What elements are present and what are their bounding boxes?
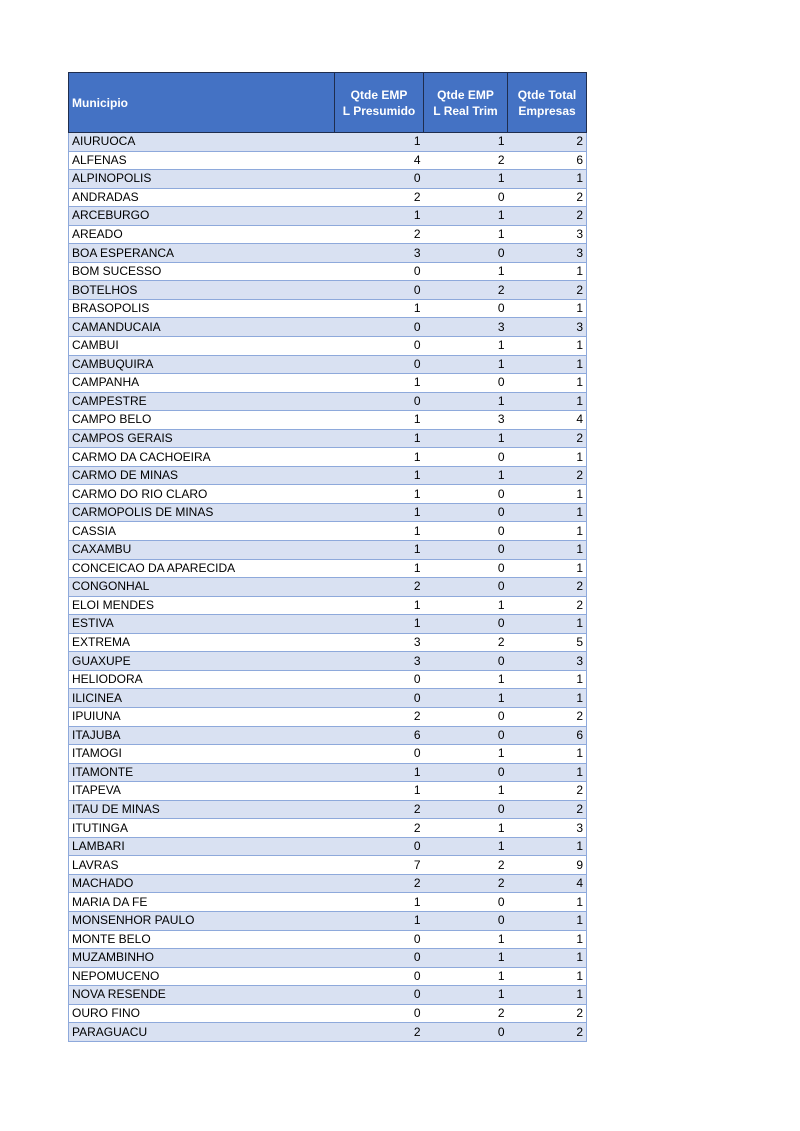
table-row bbox=[69, 596, 587, 615]
cell-total: 3 bbox=[508, 819, 587, 838]
table-row bbox=[69, 188, 587, 207]
cell-l-real-trim: 1 bbox=[424, 262, 508, 281]
cell-municipio: MACHADO bbox=[69, 874, 335, 893]
cell-total: 6 bbox=[508, 151, 587, 170]
cell-total: 1 bbox=[508, 689, 587, 708]
cell-total: 1 bbox=[508, 392, 587, 411]
cell-l-real-trim: 1 bbox=[424, 782, 508, 801]
cell-municipio: MONSENHOR PAULO bbox=[69, 911, 335, 930]
cell-l-real-trim: 0 bbox=[424, 485, 508, 504]
cell-total: 1 bbox=[508, 485, 587, 504]
cell-l-presumido: 0 bbox=[335, 337, 424, 356]
cell-total: 1 bbox=[508, 930, 587, 949]
table-row bbox=[69, 281, 587, 300]
cell-l-real-trim: 0 bbox=[424, 541, 508, 560]
cell-total: 1 bbox=[508, 763, 587, 782]
cell-total: 1 bbox=[508, 967, 587, 986]
table-row bbox=[69, 652, 587, 671]
cell-municipio: ELOI MENDES bbox=[69, 596, 335, 615]
table-row bbox=[69, 448, 587, 467]
cell-l-presumido: 3 bbox=[335, 244, 424, 263]
cell-municipio: ITAJUBA bbox=[69, 726, 335, 745]
cell-total: 4 bbox=[508, 411, 587, 430]
cell-l-presumido: 2 bbox=[335, 1023, 424, 1042]
cell-total: 1 bbox=[508, 745, 587, 764]
cell-l-real-trim: 1 bbox=[424, 392, 508, 411]
cell-municipio: CAMPANHA bbox=[69, 374, 335, 393]
table-row bbox=[69, 170, 587, 189]
table-row bbox=[69, 244, 587, 263]
table-row bbox=[69, 930, 587, 949]
cell-l-presumido: 0 bbox=[335, 689, 424, 708]
cell-l-real-trim: 0 bbox=[424, 448, 508, 467]
cell-l-real-trim: 2 bbox=[424, 856, 508, 875]
cell-total: 1 bbox=[508, 170, 587, 189]
cell-total: 1 bbox=[508, 522, 587, 541]
cell-l-real-trim: 0 bbox=[424, 559, 508, 578]
table-row bbox=[69, 503, 587, 522]
cell-municipio: MARIA DA FE bbox=[69, 893, 335, 912]
cell-municipio: BRASOPOLIS bbox=[69, 299, 335, 318]
table-row bbox=[69, 1023, 587, 1042]
header-municipio: Municipio bbox=[69, 73, 335, 133]
cell-l-real-trim: 0 bbox=[424, 374, 508, 393]
cell-l-real-trim: 1 bbox=[424, 930, 508, 949]
table-row bbox=[69, 745, 587, 764]
table-row bbox=[69, 800, 587, 819]
table-row bbox=[69, 633, 587, 652]
cell-total: 2 bbox=[508, 800, 587, 819]
cell-municipio: MONTE BELO bbox=[69, 930, 335, 949]
cell-total: 5 bbox=[508, 633, 587, 652]
table-row bbox=[69, 689, 587, 708]
cell-municipio: NEPOMUCENO bbox=[69, 967, 335, 986]
cell-total: 1 bbox=[508, 670, 587, 689]
cell-l-real-trim: 0 bbox=[424, 188, 508, 207]
cell-municipio: ITAU DE MINAS bbox=[69, 800, 335, 819]
cell-total: 2 bbox=[508, 207, 587, 226]
cell-l-presumido: 4 bbox=[335, 151, 424, 170]
table-row bbox=[69, 874, 587, 893]
cell-l-real-trim: 2 bbox=[424, 874, 508, 893]
cell-municipio: MUZAMBINHO bbox=[69, 949, 335, 968]
table-row bbox=[69, 429, 587, 448]
table-row bbox=[69, 670, 587, 689]
cell-l-presumido: 0 bbox=[335, 949, 424, 968]
cell-total: 1 bbox=[508, 986, 587, 1005]
cell-municipio: ITAPEVA bbox=[69, 782, 335, 801]
cell-total: 1 bbox=[508, 374, 587, 393]
table-row bbox=[69, 763, 587, 782]
cell-total: 1 bbox=[508, 337, 587, 356]
cell-municipio: ITAMOGI bbox=[69, 745, 335, 764]
cell-total: 1 bbox=[508, 893, 587, 912]
header-qtde-total-empresas: Qtde Total Empresas bbox=[508, 73, 587, 133]
cell-total: 9 bbox=[508, 856, 587, 875]
table-row bbox=[69, 819, 587, 838]
cell-l-presumido: 0 bbox=[335, 986, 424, 1005]
cell-municipio: CARMOPOLIS DE MINAS bbox=[69, 503, 335, 522]
cell-l-presumido: 0 bbox=[335, 318, 424, 337]
cell-l-presumido: 0 bbox=[335, 745, 424, 764]
spreadsheet-page bbox=[68, 72, 586, 1042]
cell-municipio: CAMANDUCAIA bbox=[69, 318, 335, 337]
cell-municipio: ITUTINGA bbox=[69, 819, 335, 838]
cell-total: 3 bbox=[508, 244, 587, 263]
cell-total: 2 bbox=[508, 1023, 587, 1042]
cell-municipio: CONCEICAO DA APARECIDA bbox=[69, 559, 335, 578]
cell-l-presumido: 3 bbox=[335, 633, 424, 652]
cell-total: 3 bbox=[508, 318, 587, 337]
cell-total: 1 bbox=[508, 949, 587, 968]
cell-municipio: BOTELHOS bbox=[69, 281, 335, 300]
table-row bbox=[69, 726, 587, 745]
cell-l-presumido: 0 bbox=[335, 837, 424, 856]
cell-l-presumido: 1 bbox=[335, 466, 424, 485]
cell-l-real-trim: 0 bbox=[424, 299, 508, 318]
cell-l-presumido: 2 bbox=[335, 819, 424, 838]
cell-municipio: IPUIUNA bbox=[69, 707, 335, 726]
header-qtde-emp-l-presumido: Qtde EMP L Presumido bbox=[335, 73, 424, 133]
cell-l-real-trim: 1 bbox=[424, 133, 508, 152]
table-row bbox=[69, 522, 587, 541]
cell-l-real-trim: 1 bbox=[424, 596, 508, 615]
cell-total: 2 bbox=[508, 596, 587, 615]
cell-l-presumido: 1 bbox=[335, 559, 424, 578]
cell-l-presumido: 1 bbox=[335, 763, 424, 782]
cell-l-presumido: 1 bbox=[335, 485, 424, 504]
cell-l-presumido: 1 bbox=[335, 782, 424, 801]
table-row bbox=[69, 262, 587, 281]
cell-l-real-trim: 1 bbox=[424, 837, 508, 856]
cell-l-presumido: 2 bbox=[335, 707, 424, 726]
cell-municipio: ITAMONTE bbox=[69, 763, 335, 782]
cell-l-real-trim: 1 bbox=[424, 967, 508, 986]
cell-total: 2 bbox=[508, 281, 587, 300]
cell-l-real-trim: 1 bbox=[424, 689, 508, 708]
cell-l-presumido: 0 bbox=[335, 670, 424, 689]
cell-total: 1 bbox=[508, 299, 587, 318]
cell-l-real-trim: 1 bbox=[424, 170, 508, 189]
cell-l-presumido: 1 bbox=[335, 911, 424, 930]
cell-l-real-trim: 0 bbox=[424, 893, 508, 912]
table-row bbox=[69, 559, 587, 578]
cell-l-presumido: 0 bbox=[335, 355, 424, 374]
cell-l-presumido: 0 bbox=[335, 281, 424, 300]
cell-l-presumido: 1 bbox=[335, 615, 424, 634]
cell-total: 2 bbox=[508, 782, 587, 801]
cell-municipio: GUAXUPE bbox=[69, 652, 335, 671]
table-row bbox=[69, 133, 587, 152]
cell-l-real-trim: 0 bbox=[424, 763, 508, 782]
cell-municipio: CAMPO BELO bbox=[69, 411, 335, 430]
cell-l-presumido: 0 bbox=[335, 170, 424, 189]
cell-municipio: ALPINOPOLIS bbox=[69, 170, 335, 189]
table-row bbox=[69, 782, 587, 801]
cell-l-real-trim: 1 bbox=[424, 670, 508, 689]
cell-total: 1 bbox=[508, 541, 587, 560]
table-row bbox=[69, 911, 587, 930]
cell-total: 3 bbox=[508, 225, 587, 244]
cell-municipio: CARMO DA CACHOEIRA bbox=[69, 448, 335, 467]
cell-municipio: CONGONHAL bbox=[69, 578, 335, 597]
cell-total: 2 bbox=[508, 429, 587, 448]
table-row bbox=[69, 466, 587, 485]
table-row bbox=[69, 856, 587, 875]
cell-municipio: PARAGUACU bbox=[69, 1023, 335, 1042]
cell-l-real-trim: 2 bbox=[424, 281, 508, 300]
cell-l-real-trim: 0 bbox=[424, 1023, 508, 1042]
cell-l-presumido: 0 bbox=[335, 967, 424, 986]
cell-l-real-trim: 0 bbox=[424, 522, 508, 541]
cell-total: 2 bbox=[508, 578, 587, 597]
cell-l-presumido: 2 bbox=[335, 578, 424, 597]
cell-l-real-trim: 2 bbox=[424, 1004, 508, 1023]
cell-l-presumido: 1 bbox=[335, 411, 424, 430]
cell-total: 2 bbox=[508, 133, 587, 152]
table-row bbox=[69, 374, 587, 393]
cell-l-presumido: 2 bbox=[335, 874, 424, 893]
cell-l-real-trim: 1 bbox=[424, 429, 508, 448]
cell-l-real-trim: 1 bbox=[424, 225, 508, 244]
cell-l-real-trim: 2 bbox=[424, 151, 508, 170]
table-row bbox=[69, 578, 587, 597]
cell-municipio: BOA ESPERANCA bbox=[69, 244, 335, 263]
cell-l-real-trim: 3 bbox=[424, 411, 508, 430]
cell-l-presumido: 1 bbox=[335, 374, 424, 393]
table-row bbox=[69, 986, 587, 1005]
cell-l-real-trim: 3 bbox=[424, 318, 508, 337]
cell-municipio: LAVRAS bbox=[69, 856, 335, 875]
cell-municipio: BOM SUCESSO bbox=[69, 262, 335, 281]
cell-municipio: ARCEBURGO bbox=[69, 207, 335, 226]
table-header bbox=[69, 73, 587, 133]
cell-l-presumido: 2 bbox=[335, 188, 424, 207]
cell-municipio: ANDRADAS bbox=[69, 188, 335, 207]
cell-municipio: CARMO DE MINAS bbox=[69, 466, 335, 485]
cell-total: 3 bbox=[508, 652, 587, 671]
cell-l-presumido: 3 bbox=[335, 652, 424, 671]
table-row bbox=[69, 392, 587, 411]
cell-municipio: LAMBARI bbox=[69, 837, 335, 856]
cell-municipio: CAMPESTRE bbox=[69, 392, 335, 411]
table-row bbox=[69, 1004, 587, 1023]
cell-l-presumido: 2 bbox=[335, 800, 424, 819]
cell-l-real-trim: 1 bbox=[424, 207, 508, 226]
cell-l-presumido: 2 bbox=[335, 225, 424, 244]
table-row bbox=[69, 837, 587, 856]
cell-municipio: NOVA RESENDE bbox=[69, 986, 335, 1005]
cell-municipio: CAMBUI bbox=[69, 337, 335, 356]
table-row bbox=[69, 355, 587, 374]
cell-l-presumido: 0 bbox=[335, 1004, 424, 1023]
table-row bbox=[69, 541, 587, 560]
cell-total: 1 bbox=[508, 355, 587, 374]
table-row bbox=[69, 225, 587, 244]
cell-municipio: ILICINEA bbox=[69, 689, 335, 708]
cell-l-real-trim: 0 bbox=[424, 726, 508, 745]
cell-l-presumido: 1 bbox=[335, 207, 424, 226]
cell-total: 1 bbox=[508, 503, 587, 522]
cell-total: 2 bbox=[508, 466, 587, 485]
cell-total: 1 bbox=[508, 262, 587, 281]
cell-municipio: OURO FINO bbox=[69, 1004, 335, 1023]
cell-l-real-trim: 1 bbox=[424, 337, 508, 356]
cell-l-presumido: 1 bbox=[335, 429, 424, 448]
cell-total: 2 bbox=[508, 188, 587, 207]
cell-total: 6 bbox=[508, 726, 587, 745]
cell-l-real-trim: 0 bbox=[424, 578, 508, 597]
table-row bbox=[69, 151, 587, 170]
table-row bbox=[69, 967, 587, 986]
cell-municipio: CARMO DO RIO CLARO bbox=[69, 485, 335, 504]
cell-total: 2 bbox=[508, 1004, 587, 1023]
cell-l-real-trim: 0 bbox=[424, 707, 508, 726]
table-row bbox=[69, 615, 587, 634]
cell-municipio: CAMPOS GERAIS bbox=[69, 429, 335, 448]
cell-total: 1 bbox=[508, 559, 587, 578]
cell-municipio: CASSIA bbox=[69, 522, 335, 541]
cell-l-presumido: 1 bbox=[335, 133, 424, 152]
cell-l-presumido: 1 bbox=[335, 541, 424, 560]
table-row bbox=[69, 337, 587, 356]
cell-municipio: AREADO bbox=[69, 225, 335, 244]
cell-l-real-trim: 2 bbox=[424, 633, 508, 652]
cell-l-real-trim: 0 bbox=[424, 244, 508, 263]
cell-l-presumido: 0 bbox=[335, 930, 424, 949]
cell-l-real-trim: 1 bbox=[424, 819, 508, 838]
cell-l-presumido: 1 bbox=[335, 893, 424, 912]
cell-total: 2 bbox=[508, 707, 587, 726]
cell-l-real-trim: 0 bbox=[424, 652, 508, 671]
cell-l-real-trim: 0 bbox=[424, 800, 508, 819]
cell-l-real-trim: 0 bbox=[424, 911, 508, 930]
cell-l-presumido: 7 bbox=[335, 856, 424, 875]
cell-l-real-trim: 0 bbox=[424, 615, 508, 634]
table-row bbox=[69, 707, 587, 726]
table-row bbox=[69, 949, 587, 968]
table-row bbox=[69, 893, 587, 912]
cell-municipio: ESTIVA bbox=[69, 615, 335, 634]
cell-l-real-trim: 1 bbox=[424, 986, 508, 1005]
table-row bbox=[69, 411, 587, 430]
cell-municipio: CAMBUQUIRA bbox=[69, 355, 335, 374]
cell-l-real-trim: 0 bbox=[424, 503, 508, 522]
cell-total: 4 bbox=[508, 874, 587, 893]
cell-l-presumido: 0 bbox=[335, 392, 424, 411]
table-row bbox=[69, 207, 587, 226]
cell-l-presumido: 1 bbox=[335, 596, 424, 615]
cell-l-presumido: 1 bbox=[335, 299, 424, 318]
cell-municipio: AIURUOCA bbox=[69, 133, 335, 152]
table-row bbox=[69, 318, 587, 337]
cell-municipio: HELIODORA bbox=[69, 670, 335, 689]
cell-l-presumido: 0 bbox=[335, 262, 424, 281]
table-row bbox=[69, 299, 587, 318]
cell-total: 1 bbox=[508, 837, 587, 856]
cell-municipio: CAXAMBU bbox=[69, 541, 335, 560]
cell-l-presumido: 1 bbox=[335, 448, 424, 467]
table-row bbox=[69, 485, 587, 504]
cell-total: 1 bbox=[508, 911, 587, 930]
cell-l-presumido: 6 bbox=[335, 726, 424, 745]
header-qtde-emp-l-real-trim: Qtde EMP L Real Trim bbox=[424, 73, 508, 133]
cell-l-real-trim: 1 bbox=[424, 466, 508, 485]
municipio-table bbox=[68, 72, 587, 1042]
cell-l-real-trim: 1 bbox=[424, 949, 508, 968]
cell-l-presumido: 1 bbox=[335, 522, 424, 541]
table-body bbox=[69, 133, 587, 1042]
cell-l-real-trim: 1 bbox=[424, 355, 508, 374]
cell-municipio: EXTREMA bbox=[69, 633, 335, 652]
cell-l-real-trim: 1 bbox=[424, 745, 508, 764]
cell-municipio: ALFENAS bbox=[69, 151, 335, 170]
cell-l-presumido: 1 bbox=[335, 503, 424, 522]
cell-total: 1 bbox=[508, 448, 587, 467]
cell-total: 1 bbox=[508, 615, 587, 634]
